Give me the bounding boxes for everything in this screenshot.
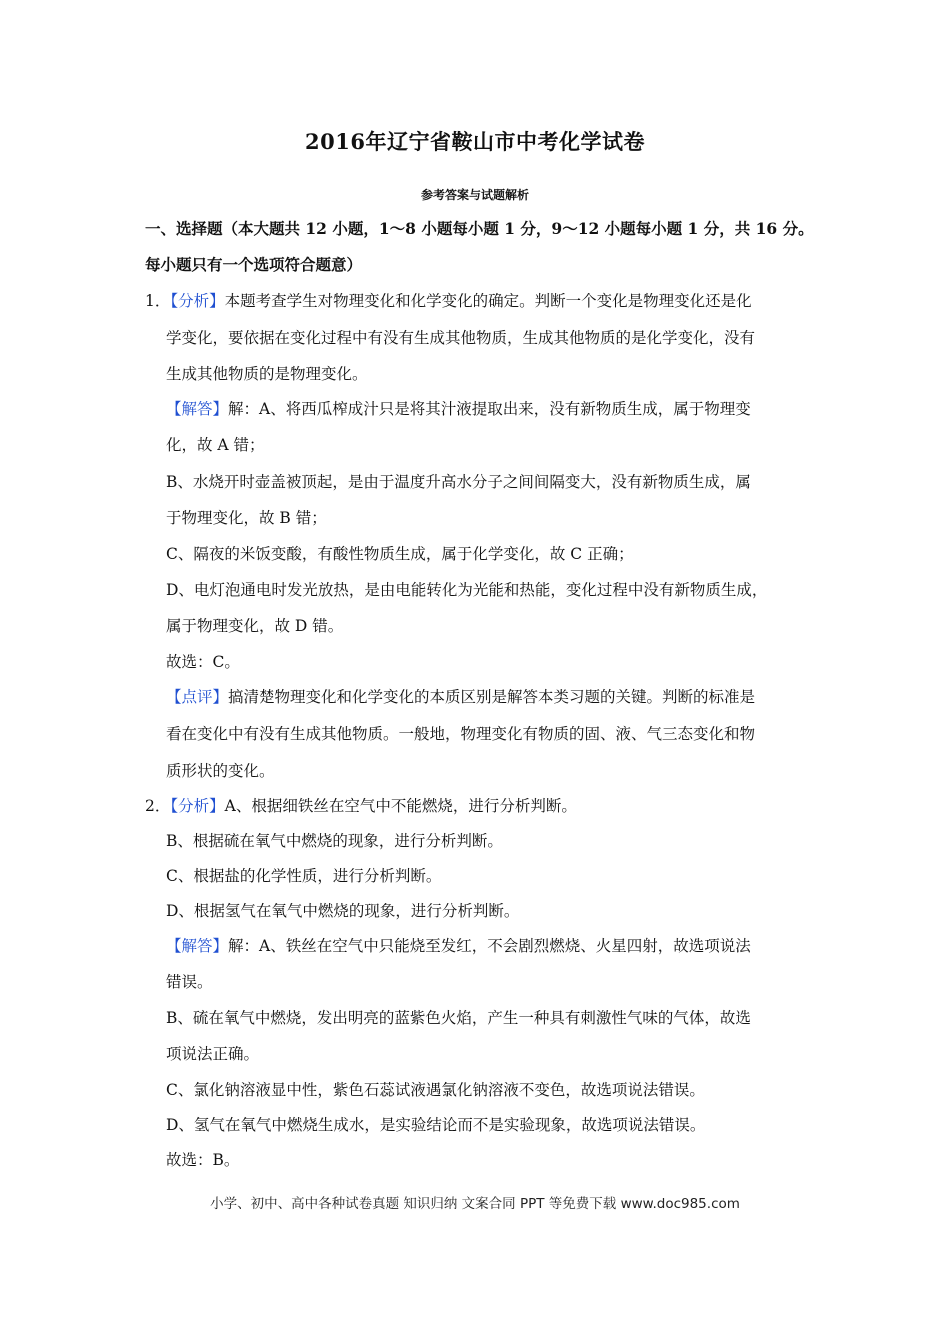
choice-line: 故选：B。 [166, 1151, 240, 1169]
answer-tag: 【解答】 [166, 937, 229, 955]
question-number: 2． [145, 797, 171, 815]
answer-text: 解：A、铁丝在空气中只能烧至发红，不会剧烈燃烧、火星四射，故选项说法 [228, 937, 751, 955]
text-line: C、隔夜的米饭变酸，有酸性物质生成，属于化学变化，故 C 正确； [166, 545, 634, 563]
page-title: 2016年辽宁省鞍山市中考化学试卷 [305, 129, 645, 154]
question-number: 1． [145, 292, 171, 310]
answer-text: 解：A、将西瓜榨成汁只是将其汁液提取出来，没有新物质生成，属于物理变 [228, 400, 751, 418]
text-line: 项说法正确。 [166, 1045, 260, 1063]
text-line: D、电灯泡通电时发光放热，是由电能转化为光能和热能，变化过程中没有新物质生成， [166, 581, 768, 599]
page-subtitle: 参考答案与试题解析 [420, 188, 529, 202]
comment-text: 搞清楚物理变化和化学变化的本质区别是解答本类习题的关键。判断的标准是 [228, 688, 756, 706]
text-line: 学变化，要依据在变化过程中有没有生成其他物质，生成其他物质的是化学变化，没有 [166, 329, 756, 347]
text-line: 化，故 A 错； [166, 436, 265, 454]
text-line: 于物理变化，故 B 错； [166, 509, 327, 527]
section-heading-line2: 每小题只有一个选项符合题意） [145, 255, 363, 274]
analysis-text: A、根据细铁丝在空气中不能燃烧，进行分析判断。 [224, 797, 577, 815]
text-line: 看在变化中有没有生成其他物质。一般地，物理变化有物质的固、液、气三态变化和物 [166, 725, 756, 743]
text-line: 属于物理变化，故 D 错。 [166, 617, 344, 635]
comment-line [166, 685, 755, 707]
text-line: 质形状的变化。 [166, 762, 275, 780]
section-heading-line1: 一、选择题（本大题共 12 小题，1～8 小题每小题 1 分，9～12 小题每小题 1 分，共 16 分。 [145, 219, 814, 238]
text-line: 生成其他物质的是物理变化。 [166, 365, 368, 383]
text-line: C、根据盐的化学性质，进行分析判断。 [166, 867, 442, 885]
text-line: B、硫在氧气中燃烧，发出明亮的蓝紫色火焰，产生一种具有刺激性气味的气体，故选 [166, 1009, 751, 1027]
page-footer: 小学、初中、高中各种试卷真题 知识归纳 文案合同 PPT 等免费下载 www.doc985.com [210, 1196, 740, 1212]
text-line: C、氯化钠溶液显中性，紫色石蕊试液遇氯化钠溶液不变色，故选项说法错误。 [166, 1081, 705, 1099]
text-line: D、氢气在氧气中燃烧生成水，是实验结论而不是实验现象，故选项说法错误。 [166, 1116, 706, 1134]
question-1 [145, 289, 752, 311]
text-line: B、水烧开时壶盖被顶起，是由于温度升高水分子之间间隔变大，没有新物质生成，属 [166, 473, 751, 491]
analysis-tag: 【分析】 [170, 797, 225, 815]
analysis-text: 本题考查学生对物理变化和化学变化的确定。判断一个变化是物理变化还是化 [224, 292, 752, 310]
comment-tag: 【点评】 [166, 688, 229, 706]
choice-line: 故选：C。 [166, 653, 240, 671]
answer-line [166, 397, 751, 419]
question-2 [145, 794, 577, 816]
text-line: 错误。 [166, 973, 213, 991]
analysis-tag: 【分析】 [170, 292, 225, 310]
answer-line [166, 934, 751, 956]
answer-tag: 【解答】 [166, 400, 229, 418]
text-line: B、根据硫在氧气中燃烧的现象，进行分析判断。 [166, 832, 503, 850]
text-line: D、根据氢气在氧气中燃烧的现象，进行分析判断。 [166, 902, 520, 920]
